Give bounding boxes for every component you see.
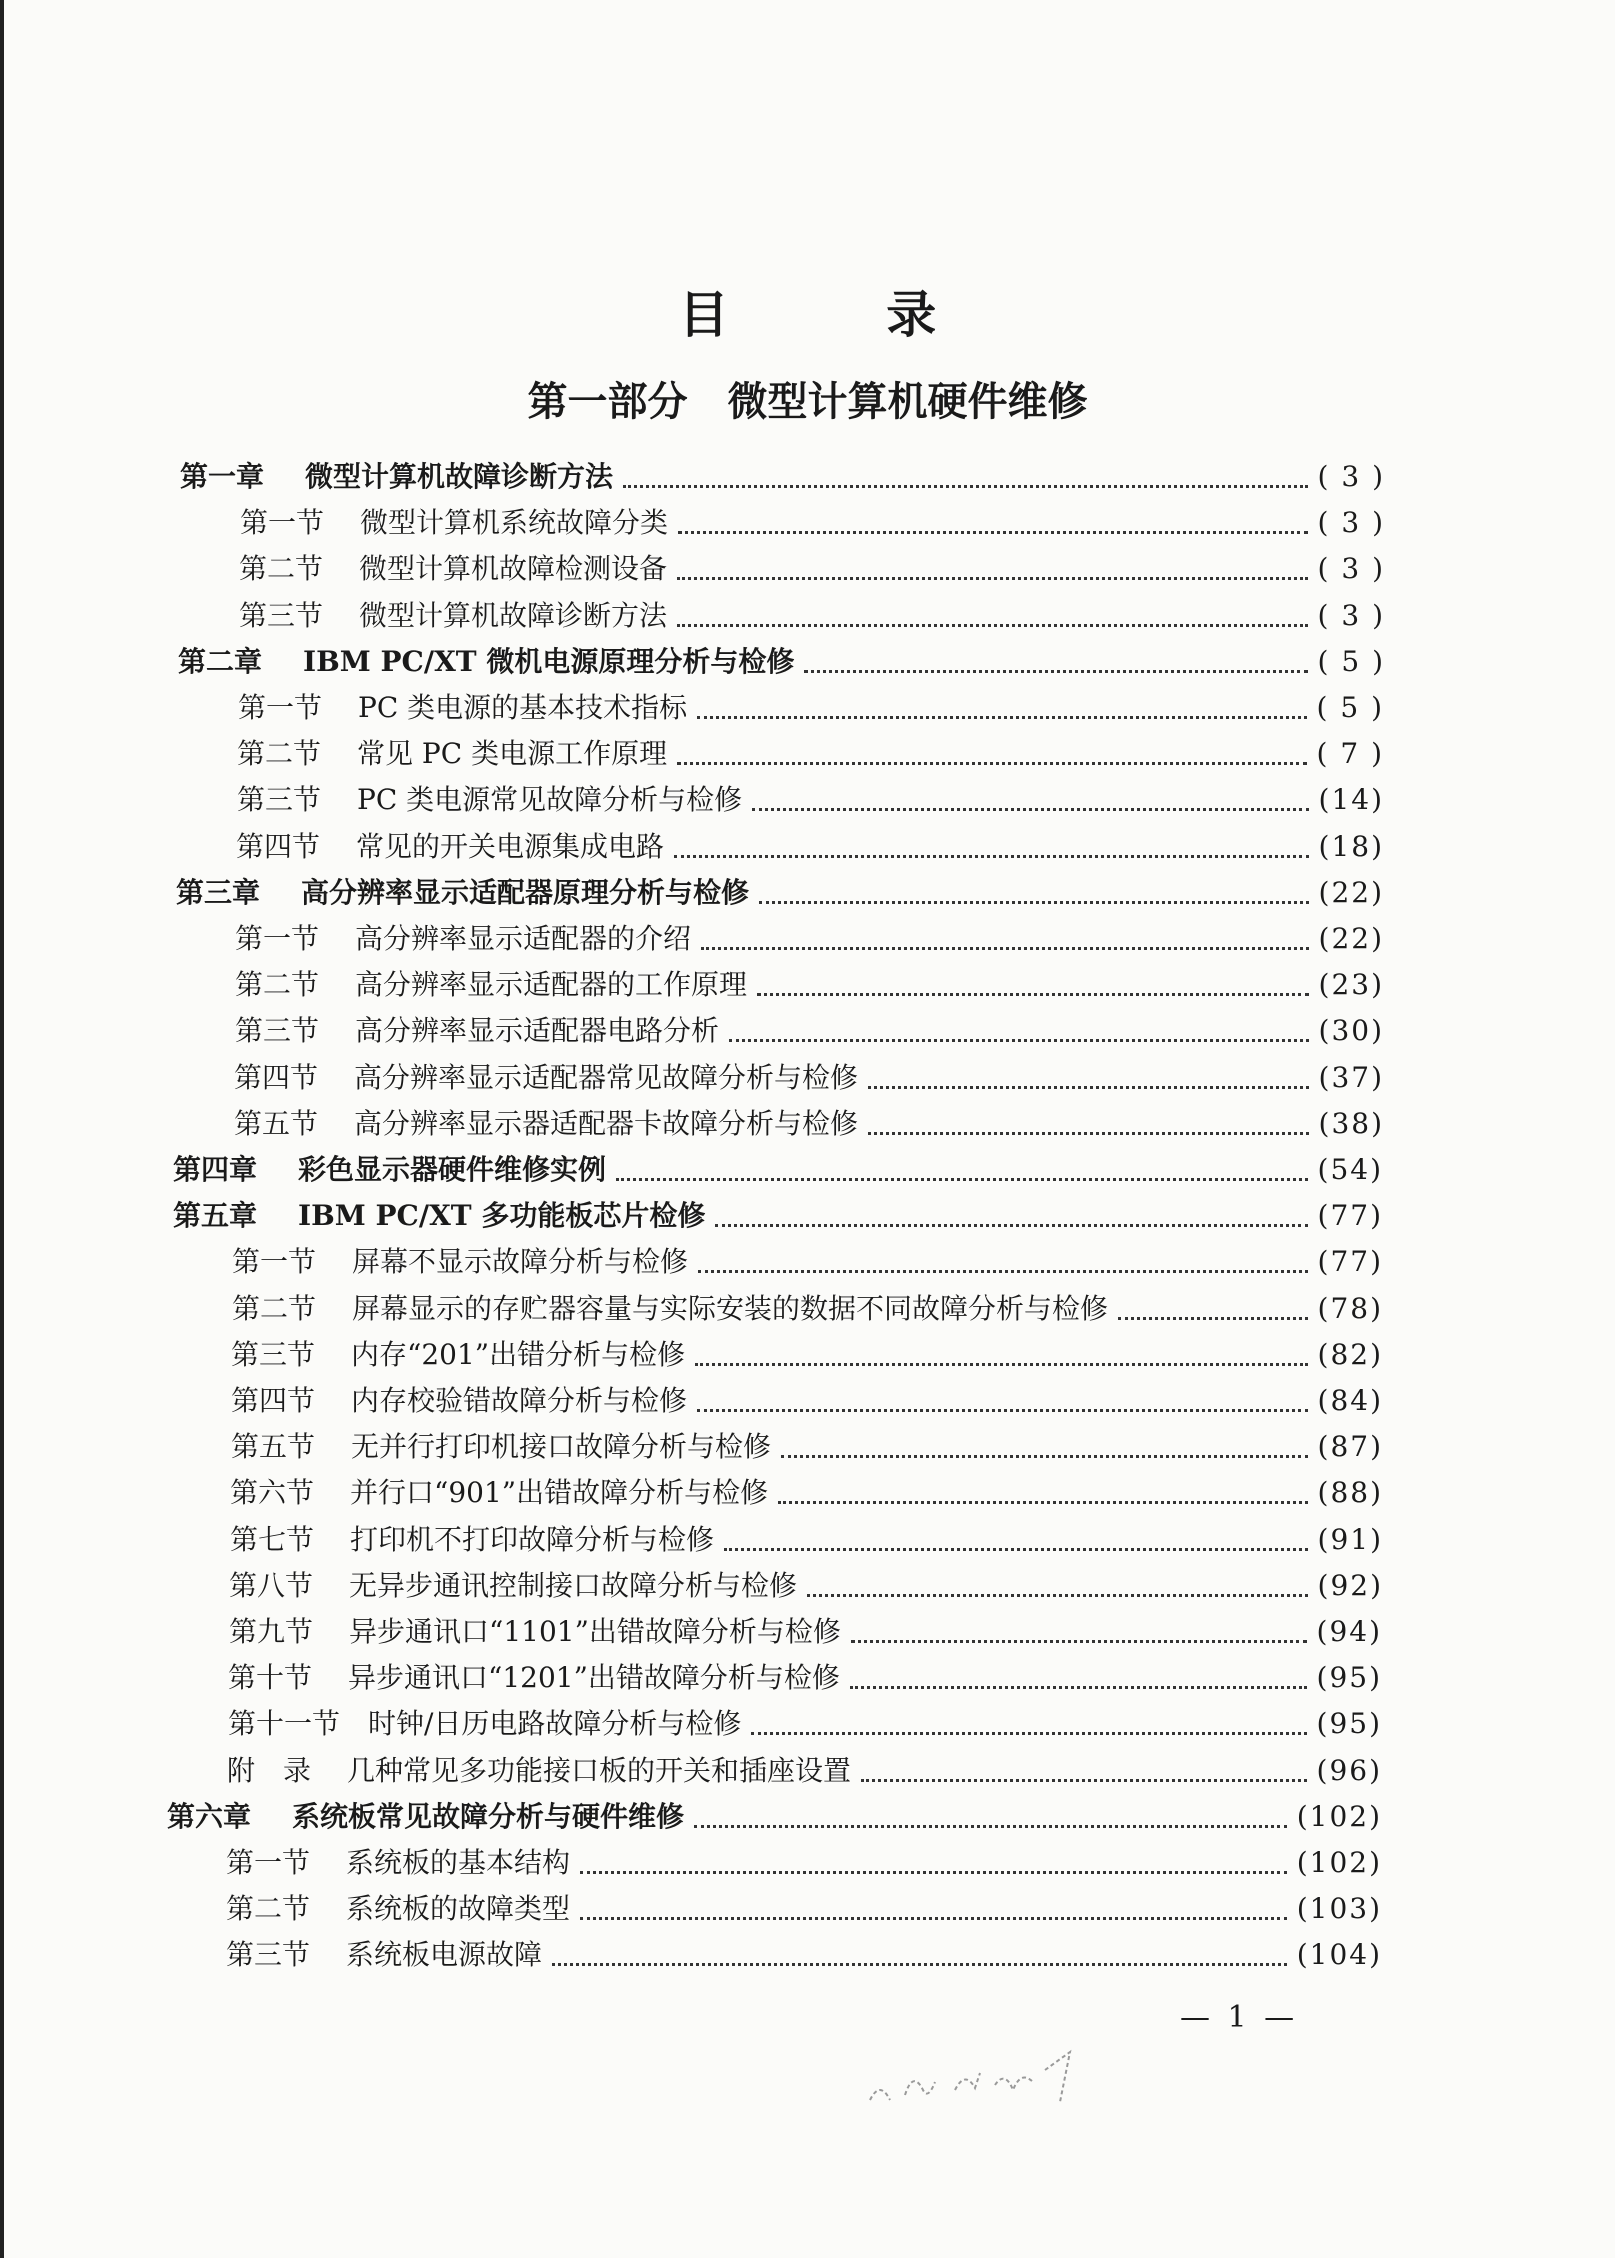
toc-title: 微型计算机故障检测设备 bbox=[359, 552, 668, 585]
toc-number: 第三章 bbox=[176, 876, 261, 909]
toc-title: 常见的开关电源集成电路 bbox=[356, 830, 665, 863]
toc-section-row bbox=[239, 594, 1385, 640]
part-title: 第一部分 微型计算机硬件维修 bbox=[527, 378, 1088, 425]
toc-title: 高分辨率显示器适配器卡故障分析与检修 bbox=[354, 1107, 859, 1140]
dot-leader bbox=[698, 1270, 1308, 1273]
toc-chapter-row bbox=[167, 1795, 1382, 1841]
dot-leader bbox=[701, 947, 1309, 950]
toc-title: IBM PC/XT 多功能板芯片检修 bbox=[298, 1199, 706, 1232]
toc-chapter-row bbox=[173, 1148, 1383, 1194]
toc-section-row bbox=[235, 963, 1384, 1009]
toc-title: IBM PC/XT 微机电源原理分析与检修 bbox=[303, 645, 795, 678]
toc-page-number: (54) bbox=[1317, 1153, 1383, 1186]
toc-page-number: ( 5 ) bbox=[1317, 645, 1385, 678]
dot-leader bbox=[678, 531, 1308, 534]
toc-title: 常见 PC 类电源工作原理 bbox=[357, 737, 668, 770]
toc-number: 第四章 bbox=[173, 1153, 258, 1186]
toc-number: 第十节 bbox=[228, 1661, 313, 1694]
toc-title: 高分辨率显示适配器电路分析 bbox=[355, 1014, 720, 1047]
toc-title: 高分辨率显示适配器原理分析与检修 bbox=[301, 876, 750, 909]
page-title: 目 录 bbox=[678, 285, 1007, 344]
toc-page-number: (23) bbox=[1318, 968, 1384, 1001]
toc-section-row bbox=[240, 501, 1385, 547]
toc-page-number: (102) bbox=[1296, 1846, 1382, 1879]
toc-section-row bbox=[231, 1379, 1383, 1425]
dot-leader bbox=[697, 1409, 1308, 1412]
toc-page-number: (30) bbox=[1318, 1014, 1384, 1047]
dot-leader bbox=[677, 577, 1308, 580]
toc-title: 异步通讯口“1201”出错故障分析与检修 bbox=[348, 1661, 840, 1694]
toc-title: 并行口“901”出错故障分析与检修 bbox=[350, 1476, 769, 1509]
dot-leader bbox=[759, 901, 1309, 904]
toc-title: 高分辨率显示适配器的介绍 bbox=[355, 922, 692, 955]
toc-number: 附 录 bbox=[227, 1754, 312, 1787]
toc-section-row bbox=[235, 1009, 1384, 1055]
dot-leader bbox=[807, 1594, 1308, 1597]
toc-page-number: (18) bbox=[1318, 830, 1384, 863]
toc-number: 第七节 bbox=[230, 1523, 315, 1556]
dot-leader bbox=[781, 1455, 1308, 1458]
toc-number: 第一节 bbox=[238, 691, 323, 724]
dot-leader bbox=[580, 1871, 1287, 1874]
toc-title: 微型计算机故障诊断方法 bbox=[359, 599, 668, 632]
dot-leader bbox=[851, 1640, 1307, 1643]
toc-title: 内存校验错故障分析与检修 bbox=[351, 1384, 688, 1417]
toc-title: 打印机不打印故障分析与检修 bbox=[350, 1523, 715, 1556]
toc-page-number: (37) bbox=[1318, 1061, 1384, 1094]
dot-leader bbox=[697, 716, 1306, 719]
toc-title: 高分辨率显示适配器的工作原理 bbox=[355, 968, 748, 1001]
toc-section-row bbox=[226, 1887, 1382, 1933]
toc-page-number: (84) bbox=[1317, 1384, 1383, 1417]
toc-number: 第一节 bbox=[226, 1846, 311, 1879]
toc-title: 异步通讯口“1101”出错故障分析与检修 bbox=[349, 1615, 841, 1648]
toc-section-row bbox=[227, 1749, 1382, 1795]
toc-page-number: ( 3 ) bbox=[1317, 460, 1385, 493]
toc-title: 彩色显示器硬件维修实例 bbox=[298, 1153, 607, 1186]
dot-leader bbox=[861, 1779, 1307, 1782]
toc-section-row bbox=[229, 1610, 1382, 1656]
dot-leader bbox=[729, 1039, 1309, 1042]
toc-page-number: (88) bbox=[1317, 1476, 1383, 1509]
handwritten-mark bbox=[860, 2040, 1120, 2130]
toc-title: 系统板的基本结构 bbox=[346, 1846, 571, 1879]
toc-number: 第五节 bbox=[231, 1430, 316, 1463]
dot-leader bbox=[677, 624, 1308, 627]
toc-title: 系统板常见故障分析与硬件维修 bbox=[292, 1800, 685, 1833]
toc-page-number: ( 5 ) bbox=[1316, 691, 1384, 724]
toc-number: 第二节 bbox=[239, 552, 324, 585]
toc-page-number: ( 7 ) bbox=[1316, 737, 1384, 770]
dot-leader bbox=[694, 1825, 1287, 1828]
toc-number: 第六章 bbox=[167, 1800, 252, 1833]
toc-number: 第五章 bbox=[173, 1199, 258, 1232]
toc-page-number: (82) bbox=[1317, 1338, 1383, 1371]
toc-number: 第二节 bbox=[232, 1292, 317, 1325]
toc-title: 屏幕显示的存贮器容量与实际安装的数据不同故障分析与检修 bbox=[352, 1292, 1109, 1325]
toc-title: 微型计算机系统故障分类 bbox=[360, 506, 669, 539]
dot-leader bbox=[623, 485, 1308, 488]
toc-title: PC 类电源常见故障分析与检修 bbox=[357, 783, 743, 816]
toc-title: PC 类电源的基本技术指标 bbox=[358, 691, 688, 724]
dot-leader bbox=[850, 1686, 1307, 1689]
dot-leader bbox=[868, 1086, 1309, 1089]
toc-number: 第二节 bbox=[237, 737, 322, 770]
toc-page-number: (104) bbox=[1296, 1938, 1382, 1971]
toc-number: 第二章 bbox=[178, 645, 263, 678]
toc-number: 第三节 bbox=[231, 1338, 316, 1371]
dot-leader bbox=[778, 1501, 1307, 1504]
toc-section-row bbox=[232, 1240, 1383, 1286]
dot-leader bbox=[715, 1224, 1307, 1227]
toc-page-number: (77) bbox=[1317, 1245, 1383, 1278]
toc-number: 第二节 bbox=[226, 1892, 311, 1925]
toc-section-row bbox=[226, 1841, 1382, 1887]
toc-title: 几种常见多功能接口板的开关和插座设置 bbox=[347, 1754, 852, 1787]
toc-number: 第三节 bbox=[237, 783, 322, 816]
toc-number: 第一节 bbox=[240, 506, 325, 539]
toc-page-number: (77) bbox=[1317, 1199, 1383, 1232]
toc-chapter-row bbox=[178, 640, 1385, 686]
toc-page-number: (22) bbox=[1318, 876, 1384, 909]
toc-section-row bbox=[239, 547, 1385, 593]
toc-number: 第一章 bbox=[180, 460, 265, 493]
dot-leader bbox=[695, 1363, 1307, 1366]
toc-number: 第二节 bbox=[235, 968, 320, 1001]
toc-title: 内存“201”出错分析与检修 bbox=[351, 1338, 686, 1371]
dot-leader bbox=[751, 1732, 1306, 1735]
toc-number: 第六节 bbox=[230, 1476, 315, 1509]
toc-number: 第一节 bbox=[235, 922, 320, 955]
toc-section-row bbox=[228, 1702, 1382, 1748]
toc-page-number: ( 3 ) bbox=[1317, 506, 1385, 539]
dot-leader bbox=[868, 1132, 1309, 1135]
dot-leader bbox=[804, 670, 1307, 673]
toc-page-number: ( 3 ) bbox=[1317, 552, 1385, 585]
toc-number: 第四节 bbox=[231, 1384, 316, 1417]
toc-title: 无并行打印机接口故障分析与检修 bbox=[351, 1430, 772, 1463]
page-number: — 1 — bbox=[1180, 2000, 1299, 2035]
toc-page-number: (95) bbox=[1316, 1661, 1382, 1694]
toc-title: 系统板电源故障 bbox=[346, 1938, 543, 1971]
toc-section-row bbox=[228, 1656, 1382, 1702]
toc-section-row bbox=[229, 1564, 1383, 1610]
toc-section-row bbox=[226, 1933, 1382, 1979]
toc-page-number: (103) bbox=[1296, 1892, 1382, 1925]
toc-number: 第八节 bbox=[229, 1569, 314, 1602]
toc-chapter-row bbox=[180, 455, 1385, 501]
toc-title: 无异步通讯控制接口故障分析与检修 bbox=[349, 1569, 798, 1602]
toc-number: 第三节 bbox=[235, 1014, 320, 1047]
toc-page-number: (78) bbox=[1317, 1292, 1383, 1325]
toc-page-number: (96) bbox=[1316, 1754, 1382, 1787]
dot-leader bbox=[677, 762, 1306, 765]
dot-leader bbox=[580, 1917, 1287, 1920]
dot-leader bbox=[752, 808, 1308, 811]
toc-section-row bbox=[232, 1287, 1383, 1333]
toc-title: 系统板的故障类型 bbox=[346, 1892, 571, 1925]
toc-section-row bbox=[237, 732, 1384, 778]
toc-page-number: ( 3 ) bbox=[1317, 599, 1385, 632]
dot-leader bbox=[1118, 1317, 1308, 1320]
toc-chapter-row bbox=[173, 1194, 1383, 1240]
toc-title: 微型计算机故障诊断方法 bbox=[305, 460, 614, 493]
toc-page-number: (14) bbox=[1318, 783, 1384, 816]
toc-chapter-row bbox=[176, 871, 1384, 917]
toc-page-number: (22) bbox=[1318, 922, 1384, 955]
dot-leader bbox=[757, 993, 1309, 996]
toc-section-row bbox=[234, 1102, 1384, 1148]
toc-page-number: (38) bbox=[1318, 1107, 1384, 1140]
dot-leader bbox=[674, 855, 1309, 858]
toc-number: 第一节 bbox=[232, 1245, 317, 1278]
toc-section-row bbox=[237, 778, 1384, 824]
toc-section-row bbox=[230, 1471, 1383, 1517]
toc-page-number: (92) bbox=[1317, 1569, 1383, 1602]
toc-section-row bbox=[231, 1333, 1383, 1379]
toc-title: 屏幕不显示故障分析与检修 bbox=[352, 1245, 689, 1278]
toc-number: 第四节 bbox=[236, 830, 321, 863]
dot-leader bbox=[552, 1963, 1287, 1966]
dot-leader bbox=[724, 1548, 1308, 1551]
toc-section-row bbox=[236, 825, 1384, 871]
toc-number: 第四节 bbox=[234, 1061, 319, 1094]
toc-section-row bbox=[230, 1518, 1383, 1564]
toc-number: 第十一节 bbox=[228, 1707, 341, 1740]
toc-number: 第三节 bbox=[239, 599, 324, 632]
toc-number: 第五节 bbox=[234, 1107, 319, 1140]
dot-leader bbox=[616, 1178, 1308, 1181]
toc-section-row bbox=[231, 1425, 1383, 1471]
toc-section-row bbox=[238, 686, 1384, 732]
toc-page-number: (102) bbox=[1296, 1800, 1382, 1833]
toc-title: 时钟/日历电路故障分析与检修 bbox=[368, 1707, 742, 1740]
toc-page-number: (91) bbox=[1317, 1523, 1383, 1556]
toc-number: 第三节 bbox=[226, 1938, 311, 1971]
toc-section-row bbox=[234, 1056, 1384, 1102]
toc-section-row bbox=[235, 917, 1384, 963]
toc-page-number: (95) bbox=[1316, 1707, 1382, 1740]
toc-title: 高分辨率显示适配器常见故障分析与检修 bbox=[354, 1061, 859, 1094]
toc-number: 第九节 bbox=[229, 1615, 314, 1648]
toc-page-number: (87) bbox=[1317, 1430, 1383, 1463]
toc-page-number: (94) bbox=[1316, 1615, 1382, 1648]
